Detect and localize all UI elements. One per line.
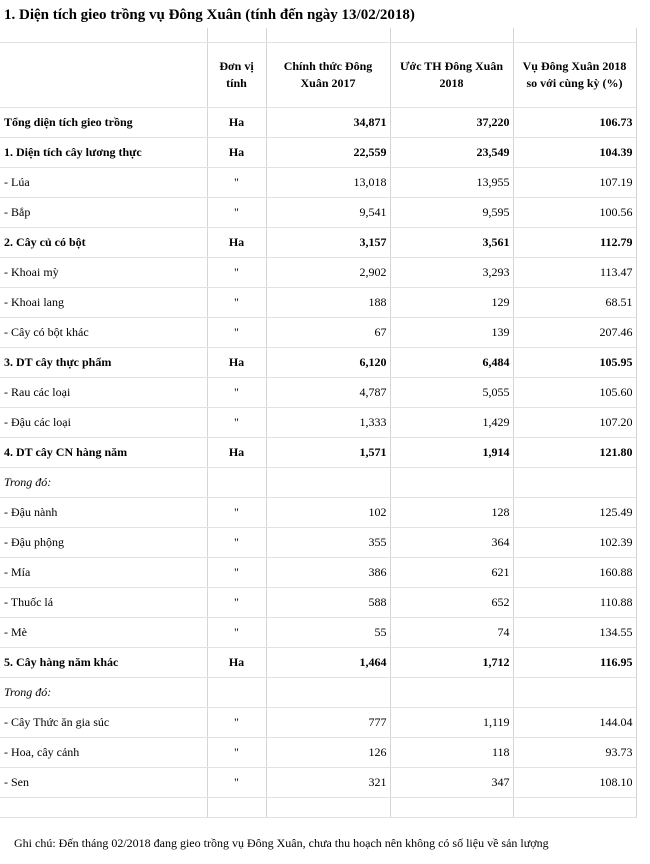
row-unit: "	[207, 288, 266, 318]
row-official: 13,018	[266, 168, 390, 198]
table-row	[0, 678, 636, 708]
row-estimate: 13,955	[390, 168, 513, 198]
row-percent: 110.88	[513, 588, 636, 618]
spacer-row	[0, 798, 636, 818]
row-label: Trong đó:	[0, 678, 207, 708]
row-unit: "	[207, 588, 266, 618]
row-estimate: 1,119	[390, 708, 513, 738]
header-percent: Vụ Đông Xuân 2018 so với cùng kỳ (%)	[513, 43, 636, 108]
row-percent: 104.39	[513, 138, 636, 168]
row-estimate: 139	[390, 318, 513, 348]
row-label: - Sen	[0, 768, 207, 798]
row-official	[266, 678, 390, 708]
header-official: Chính thức Đông Xuân 2017	[266, 43, 390, 108]
row-label: - Lúa	[0, 168, 207, 198]
row-estimate: 6,484	[390, 348, 513, 378]
row-official: 386	[266, 558, 390, 588]
row-unit: "	[207, 168, 266, 198]
row-label: 1. Diện tích cây lương thực	[0, 138, 207, 168]
table-row	[0, 348, 636, 378]
row-unit: "	[207, 558, 266, 588]
row-unit: "	[207, 618, 266, 648]
row-unit: "	[207, 318, 266, 348]
row-official: 321	[266, 768, 390, 798]
row-label: 5. Cây hàng năm khác	[0, 648, 207, 678]
row-unit: "	[207, 498, 266, 528]
row-estimate: 1,429	[390, 408, 513, 438]
row-official: 34,871	[266, 108, 390, 138]
row-unit: Ha	[207, 438, 266, 468]
row-official: 126	[266, 738, 390, 768]
row-estimate: 1,914	[390, 438, 513, 468]
row-estimate: 5,055	[390, 378, 513, 408]
table-row	[0, 708, 636, 738]
row-percent: 107.19	[513, 168, 636, 198]
row-official: 4,787	[266, 378, 390, 408]
row-estimate: 347	[390, 768, 513, 798]
row-unit: "	[207, 258, 266, 288]
row-official: 188	[266, 288, 390, 318]
table-row	[0, 528, 636, 558]
row-unit	[207, 468, 266, 498]
row-percent: 160.88	[513, 558, 636, 588]
row-unit	[207, 678, 266, 708]
row-official: 55	[266, 618, 390, 648]
row-label: - Khoai mỳ	[0, 258, 207, 288]
row-estimate: 129	[390, 288, 513, 318]
table-row	[0, 618, 636, 648]
row-percent: 105.95	[513, 348, 636, 378]
row-label: - Cây Thức ăn gia súc	[0, 708, 207, 738]
row-official: 1,464	[266, 648, 390, 678]
table-row	[0, 648, 636, 678]
row-unit: "	[207, 738, 266, 768]
row-unit: Ha	[207, 138, 266, 168]
table-row	[0, 498, 636, 528]
table-row	[0, 108, 636, 138]
row-official	[266, 468, 390, 498]
row-official: 2,902	[266, 258, 390, 288]
row-estimate: 74	[390, 618, 513, 648]
row-percent: 112.79	[513, 228, 636, 258]
table-row	[0, 438, 636, 468]
row-official: 67	[266, 318, 390, 348]
row-label: 4. DT cây CN hàng năm	[0, 438, 207, 468]
footnote: Ghi chú: Đến tháng 02/2018 đang gieo trồng vụ Đông Xuân, chưa thu hoạch nên không có số liệu về sản lượng	[14, 836, 549, 850]
row-estimate	[390, 678, 513, 708]
row-label: - Khoai lang	[0, 288, 207, 318]
row-label: - Đậu các loại	[0, 408, 207, 438]
table-row	[0, 378, 636, 408]
row-percent: 102.39	[513, 528, 636, 558]
page-title: 1. Diện tích gieo trồng vụ Đông Xuân (tính đến ngày 13/02/2018)	[4, 7, 415, 23]
table-row	[0, 588, 636, 618]
table-row	[0, 318, 636, 348]
row-estimate: 128	[390, 498, 513, 528]
row-estimate: 118	[390, 738, 513, 768]
table-row	[0, 138, 636, 168]
row-estimate: 621	[390, 558, 513, 588]
row-unit: "	[207, 708, 266, 738]
row-unit: "	[207, 528, 266, 558]
row-percent: 68.51	[513, 288, 636, 318]
header-estimate: Ước TH Đông Xuân 2018	[390, 43, 513, 108]
table-row	[0, 468, 636, 498]
row-percent	[513, 468, 636, 498]
row-percent: 105.60	[513, 378, 636, 408]
row-percent: 116.95	[513, 648, 636, 678]
table-row	[0, 198, 636, 228]
data-table	[0, 28, 637, 818]
row-official: 102	[266, 498, 390, 528]
row-official: 1,333	[266, 408, 390, 438]
row-unit: "	[207, 198, 266, 228]
row-estimate: 3,293	[390, 258, 513, 288]
row-label: Trong đó:	[0, 468, 207, 498]
row-label: Tổng diện tích gieo trồng	[0, 108, 207, 138]
row-estimate: 364	[390, 528, 513, 558]
table-row	[0, 768, 636, 798]
row-official: 588	[266, 588, 390, 618]
row-official: 3,157	[266, 228, 390, 258]
row-estimate: 9,595	[390, 198, 513, 228]
table-row	[0, 738, 636, 768]
row-unit: Ha	[207, 228, 266, 258]
row-official: 355	[266, 528, 390, 558]
table-row	[0, 408, 636, 438]
table-row	[0, 558, 636, 588]
row-percent: 100.56	[513, 198, 636, 228]
row-official: 1,571	[266, 438, 390, 468]
row-label: - Thuốc lá	[0, 588, 207, 618]
row-percent: 134.55	[513, 618, 636, 648]
row-label: - Đậu nành	[0, 498, 207, 528]
header-unit: Đơn vị tính	[207, 43, 266, 108]
row-percent: 106.73	[513, 108, 636, 138]
row-official: 6,120	[266, 348, 390, 378]
row-unit: Ha	[207, 108, 266, 138]
row-label: - Mè	[0, 618, 207, 648]
row-label: - Bắp	[0, 198, 207, 228]
row-percent: 108.10	[513, 768, 636, 798]
row-estimate: 1,712	[390, 648, 513, 678]
row-unit: "	[207, 408, 266, 438]
row-unit: "	[207, 768, 266, 798]
row-percent: 207.46	[513, 318, 636, 348]
row-percent: 113.47	[513, 258, 636, 288]
row-percent: 125.49	[513, 498, 636, 528]
row-percent: 107.20	[513, 408, 636, 438]
row-percent: 144.04	[513, 708, 636, 738]
row-percent	[513, 678, 636, 708]
row-label: - Rau các loại	[0, 378, 207, 408]
header-label-cell	[0, 43, 207, 108]
row-label: 2. Cây củ có bột	[0, 228, 207, 258]
row-label: - Hoa, cây cảnh	[0, 738, 207, 768]
row-estimate: 37,220	[390, 108, 513, 138]
row-estimate	[390, 468, 513, 498]
header-row	[0, 43, 636, 108]
row-estimate: 652	[390, 588, 513, 618]
row-official: 22,559	[266, 138, 390, 168]
spacer-row	[0, 28, 636, 43]
row-estimate: 23,549	[390, 138, 513, 168]
row-estimate: 3,561	[390, 228, 513, 258]
row-unit: Ha	[207, 648, 266, 678]
row-percent: 93.73	[513, 738, 636, 768]
row-percent: 121.80	[513, 438, 636, 468]
row-official: 777	[266, 708, 390, 738]
row-official: 9,541	[266, 198, 390, 228]
row-unit: Ha	[207, 348, 266, 378]
row-label: 3. DT cây thực phẩm	[0, 348, 207, 378]
row-label: - Mía	[0, 558, 207, 588]
table-row	[0, 288, 636, 318]
row-label: - Cây có bột khác	[0, 318, 207, 348]
row-unit: "	[207, 378, 266, 408]
table-row	[0, 258, 636, 288]
row-label: - Đậu phộng	[0, 528, 207, 558]
table-row	[0, 168, 636, 198]
table-row	[0, 228, 636, 258]
